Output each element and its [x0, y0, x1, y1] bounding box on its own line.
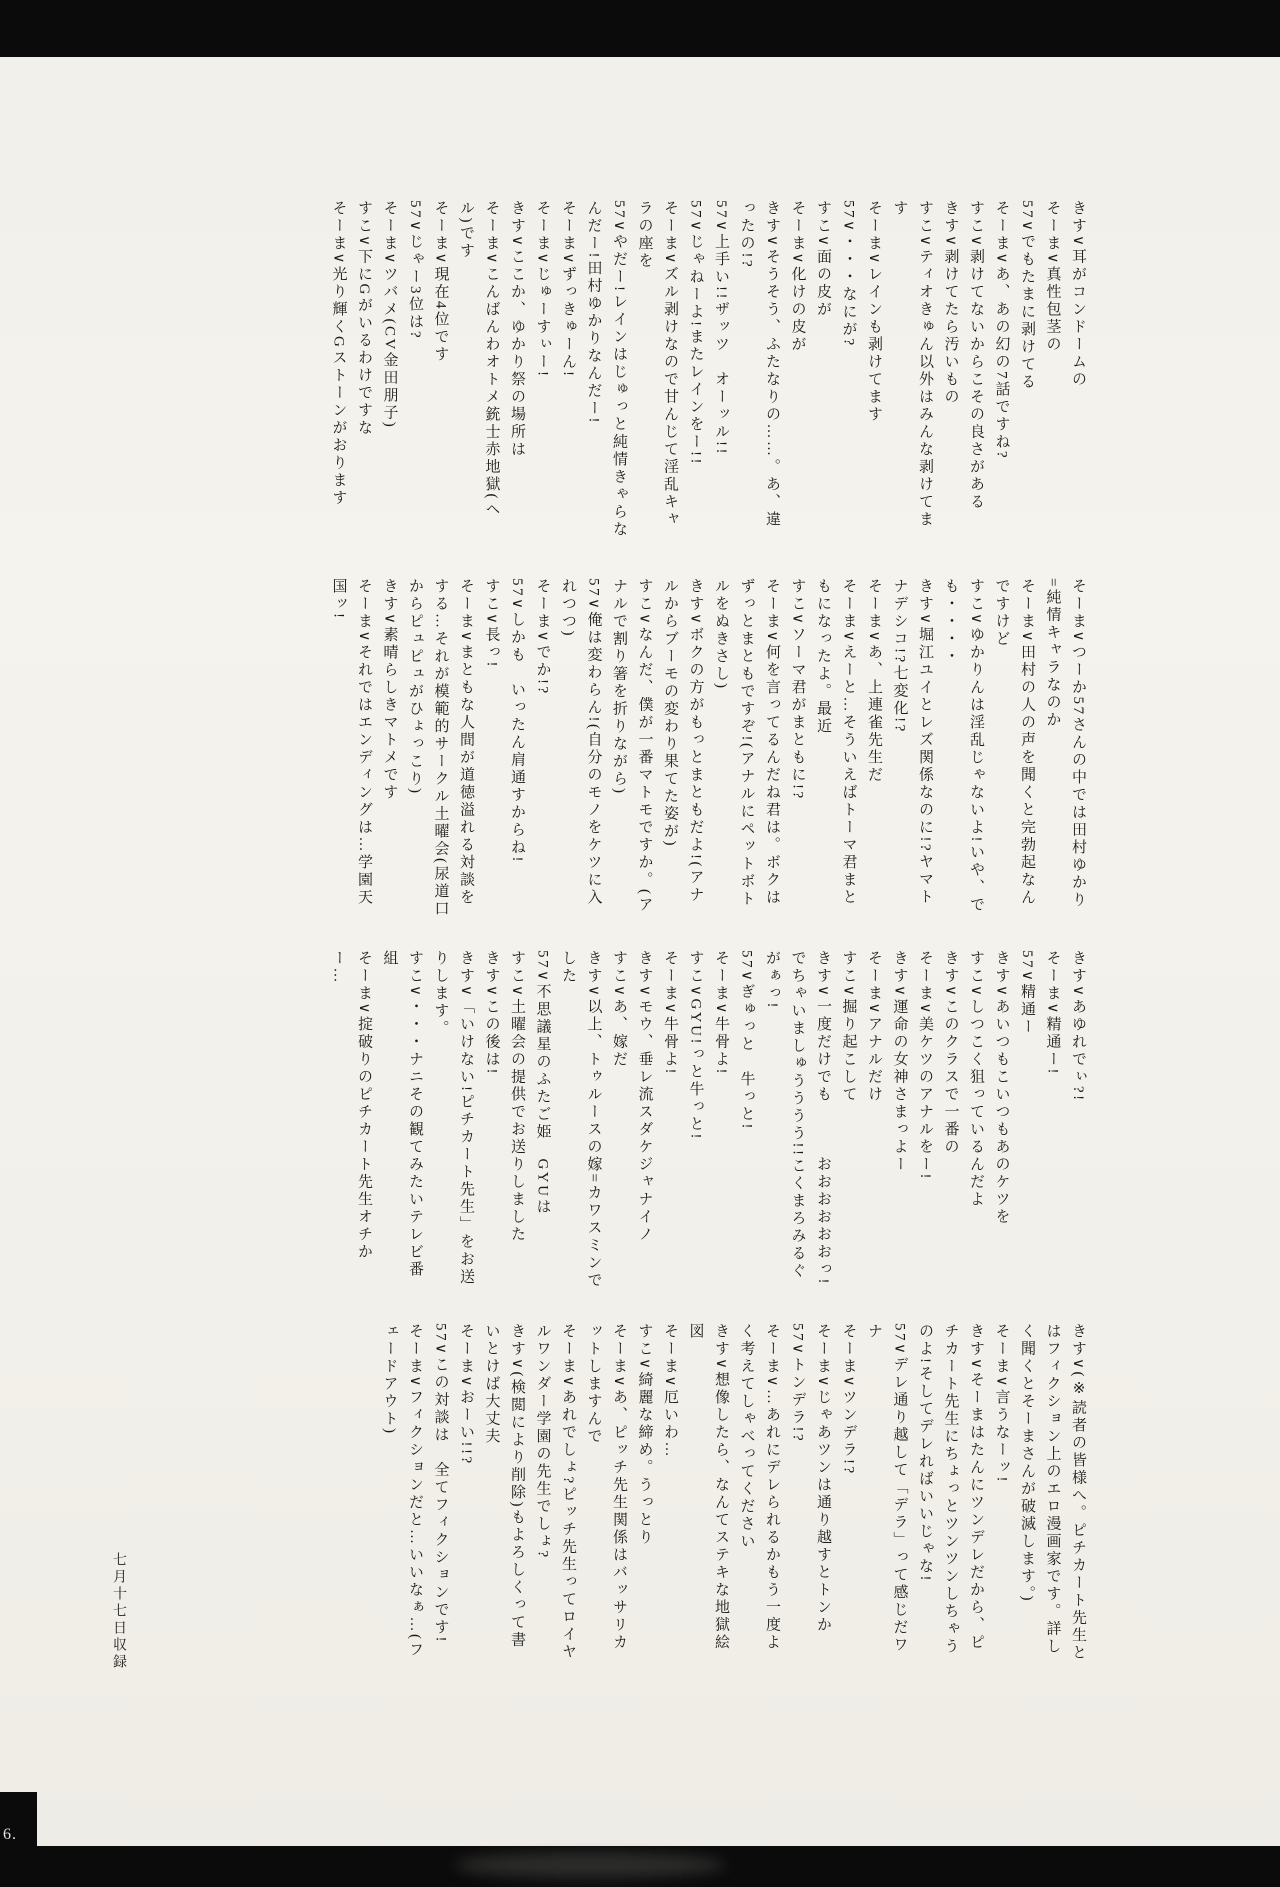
dialogue-line: 57∨やだー!レインはじゅっと純情きゃらなんだー!田村ゆかりなんだー! [585, 200, 627, 539]
dialogue-line: すこ∨綺麗な締め。うっとり [636, 1323, 653, 1547]
dialogue-line: そーま∨光り輝くGストーンがおります [330, 200, 347, 507]
dialogue-line: そーま∨レインも剥けてます [866, 200, 882, 424]
dialogue-line: そーま∨あ、上連雀先生だ [866, 578, 882, 784]
dialogue-row-1 [140, 200, 1090, 540]
dialogue-line: そーま∨あ、あの幻の7話ですね? [993, 200, 1010, 461]
dialogue-line: そーま∨田村の人の声を聞くと完勃起なんですけど [993, 578, 1035, 907]
dialogue-line: 57∨でもたまに剥けてる [1019, 200, 1035, 391]
dialogue-line: すこ∨掘り起こして [840, 950, 857, 1104]
dialogue-line: 57∨・・・なにが? [840, 200, 857, 348]
dialogue-row-3 [140, 950, 1090, 1290]
dialogue-line: そーま∨厄いわ… [662, 1323, 678, 1459]
dialogue-line: きす∨「いけない!ピチカート先生」をお送りします。 [432, 950, 474, 1286]
dialogue-line: 57∨不思議星のふたご姫 GYUは [534, 950, 551, 1216]
top-scan-border [0, 0, 1280, 57]
dialogue-line: そーま∨じゃあツンは通り越すとトンか [815, 1323, 831, 1634]
dialogue-line: きす∨剥けてたら汚いもの [942, 200, 959, 406]
dialogue-line: 57∨しかも いったん肩通すからね! [509, 578, 525, 864]
dialogue-line: そーま∨ずっきゅーん! [560, 200, 576, 379]
dialogue-row-4 [140, 1323, 1090, 1663]
dialogue-line: 57∨俺は変わらん!(自分のモノをケツに入れつつ) [560, 578, 602, 907]
dialogue-line: きす∨堀江ユイとレズ関係なのに!?ヤマトナデシコ!?七変化!? [891, 578, 933, 906]
dialogue-line: 57∨トンデラ!? [789, 1323, 806, 1444]
dialogue-line: そーま∨あれでしょ?ピッチ先生ってロイヤルワンダー学園の先生でしょ? [534, 1323, 576, 1661]
dialogue-line: 57∨じゃねーよ!またレインをー!! [687, 200, 704, 466]
dialogue-line: きす∨素晴らしきマトメです [381, 578, 398, 802]
dialogue-line: そーま∨何を言ってるんだね君は。ボクはずっとまともですぞ!(アナルにペットボトルをぬきさし) [713, 578, 780, 908]
dialogue-line: すこ∨あ、嫁だ [611, 950, 627, 1069]
dialogue-line: そーま∨化けの皮が [789, 200, 806, 354]
dialogue-line: きす∨そうそう、ふたなりの……。あ、違ったの!? [738, 200, 780, 529]
dialogue-line: そーま∨アナルだけ [866, 950, 882, 1104]
dialogue-line: 57∨精通ー [1019, 950, 1035, 1036]
recording-date-note: 七月十七日収録 [111, 1552, 126, 1671]
dialogue-line: すこ∨下にGがいるわけですな [356, 200, 372, 437]
dialogue-line: すこ∨ティオきゅん以外はみんな剥けてます [891, 200, 933, 529]
dialogue-line: そーま∨こんばんわオトメ銃士赤地獄(ヘル)です [458, 200, 500, 519]
dialogue-line: そーま∨牛骨よ! [662, 950, 678, 1076]
dialogue-line: きす∨(※読者の皆様へ。ピチカート先生とはフィクション上のエロ漫画家です。詳しく聞くとそーまさんが破滅します。) [1019, 1323, 1086, 1662]
dialogue-line: きす∨モウ、垂レ流スダケジャナイノ [636, 950, 653, 1244]
dialogue-line: きす∨(検閲により削除)もよろしくって書いとけば大丈夫 [483, 1323, 525, 1649]
page-number: 6. [3, 1826, 17, 1843]
dialogue-line: きす∨この後は! [483, 950, 500, 1076]
dialogue-line: そーま∨美ケツのアナルをー! [917, 950, 933, 1181]
dialogue-line: そーま∨真性包茎の [1044, 200, 1061, 354]
dialogue-line: すこ∨ゆかりんは淫乱じゃないよ!いや、でも・・・・ [942, 578, 984, 914]
dialogue-line: そーま∨まともな人間が道徳溢れる対談をする…それが模範的サークル土曜会(尿道口からピュピュがひょっこり) [407, 578, 474, 918]
dialogue-line: すこ∨・・・ナニその観てみたいテレビ番組 [381, 950, 423, 1279]
dialogue-line: そーま∨あ、ピッチ先生関係はバッサリカットしますんで [585, 1323, 627, 1652]
dialogue-line: きす∨あいつもこいつもあのケツを [993, 950, 1010, 1226]
dialogue-line: そーま∨おーい!!? [458, 1323, 474, 1466]
dialogue-line: すこ∨長っ! [483, 578, 500, 669]
dialogue-line: 57∨上手い!!ザッツ オーッル!! [713, 200, 729, 456]
dialogue-line: そーま∨ツンデラ!? [840, 1323, 857, 1476]
dialogue-line: そーま∨現在4位です [432, 200, 449, 364]
dialogue-line: そーま∨つーか57さんの中では田村ゆかり=純情キャラなのか [1044, 578, 1086, 909]
dialogue-line: そーま∨…あれにデレられるかもう一度よく考えてしゃべってください [738, 1323, 780, 1652]
dialogue-line: そーま∨掟破りのピチカート先生オチかー… [330, 950, 372, 1261]
dialogue-line: きす∨耳がコンドームの [1070, 200, 1086, 389]
dialogue-line: すこ∨ソーマ君がまともに!? [789, 578, 806, 801]
dialogue-line: そーま∨じゅーすぃー! [534, 200, 551, 379]
dialogue-line: 57∨じゃー3位は? [407, 200, 423, 341]
dialogue-line: そーま∨ツバメ(CV金田朋子) [381, 200, 398, 430]
dialogue-line: そーま∨でか!? [534, 578, 551, 696]
dialogue-line: きす∨ここか、ゆかり祭の場所は [509, 200, 525, 459]
dialogue-line: そーま∨言うなーッ! [993, 1323, 1010, 1484]
dialogue-line: すこ∨GYU!っと牛っと! [687, 950, 704, 1141]
dialogue-line: きす∨以上、トゥルースの嫁=カワスミンでした [560, 950, 602, 1290]
dialogue-line: 57∨この対談は 全てフィクションです! [432, 1323, 449, 1644]
dialogue-line: 57∨デレ通り越して「デラ」って感じだワナ [866, 1323, 908, 1654]
dialogue-line: きす∨ボクの方がもっとまともだよ!(アナルからブーモの変わり果てた姿が) [662, 578, 704, 904]
dialogue-line: すこ∨剥けてないからこその良さがある [968, 200, 984, 511]
dialogue-line: すこ∨面の皮が [815, 200, 831, 319]
dialogue-line: そーま∨それではエンディングは…学園天国ッ! [330, 578, 372, 907]
dialogue-line: そーま∨精通ー! [1044, 950, 1061, 1076]
dialogue-line: きす∨あゆれでぃ?! [1070, 950, 1086, 1103]
dialogue-line: そーま∨牛骨よ! [713, 950, 729, 1076]
dialogue-line: きす∨想像したら、なんてステキな地獄絵図 [687, 1323, 729, 1652]
dialogue-line: すこ∨土曜会の提供でお送りしました [509, 950, 525, 1244]
dialogue-line: そーま∨フィクションだと…いいなぁ…(フェードアウト) [381, 1323, 423, 1659]
dialogue-row-2 [140, 578, 1090, 918]
dialogue-line: きす∨そーまはたんにツンデレだから、ピチカート先生にちょっとツンツンしちゃうのよ!そしてデレればいいじゃな! [917, 1323, 984, 1656]
scan-smudge [455, 1852, 725, 1878]
dialogue-line: すこ∨しつこく狙っているんだよ [968, 950, 984, 1209]
dialogue-line: きす∨運命の女神さまっよー [891, 950, 908, 1174]
dialogue-line: そーま∨えーと…そういえばトーマ君まともになったよ。最近 [815, 578, 857, 907]
dialogue-line: きす∨一度だけでも おおおおおおっ!でちゃいましゅうううう!!こくまろみるぐがぁっ! [764, 950, 831, 1286]
dialogue-line: そーま∨ズル剥けなので甘んじて淫乱キャラの座を [636, 200, 678, 529]
dialogue-line: きす∨このクラスで一番の [942, 950, 959, 1156]
dialogue-line: すこ∨なんだ、僕が一番マトモですか。(アナルで割り箸を折りながら) [611, 578, 653, 914]
dialogue-line: 57∨ぎゅっと 牛っと! [738, 950, 755, 1131]
